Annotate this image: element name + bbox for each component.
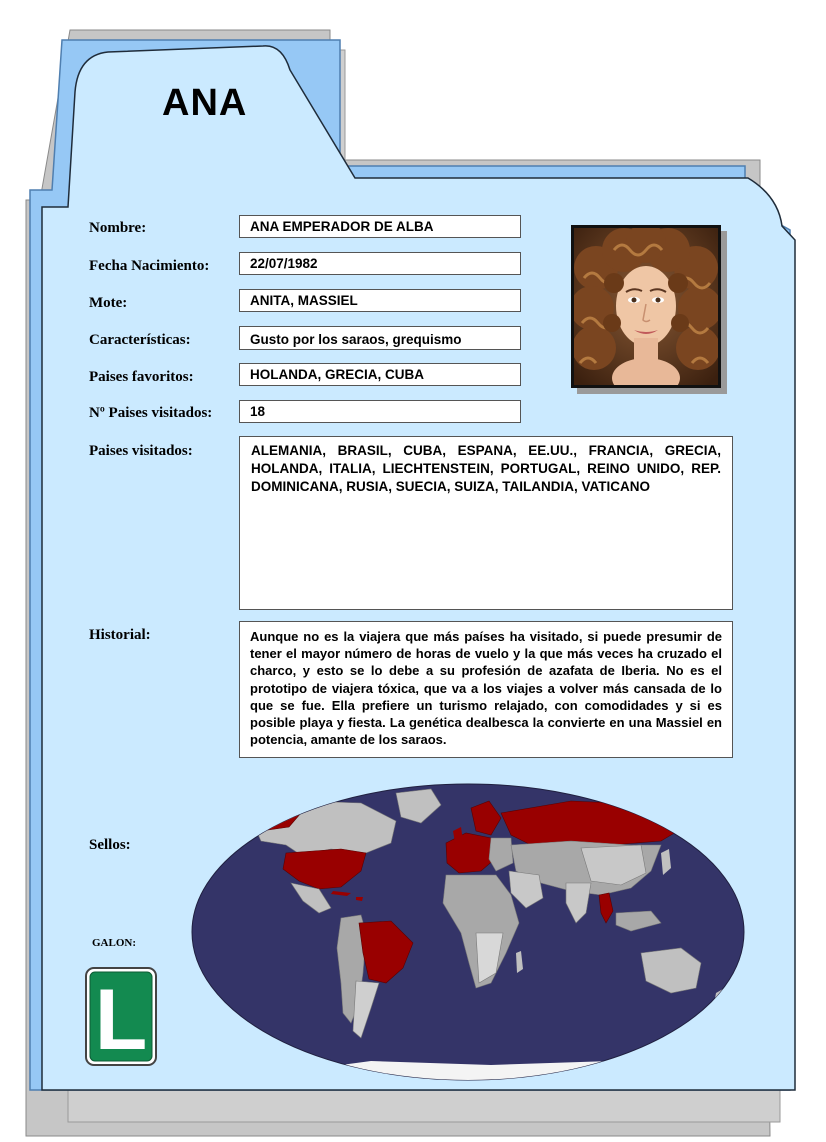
galon-badge-letter: L — [94, 972, 148, 1066]
label-galon: GALON: — [92, 937, 136, 949]
label-nombre: Nombre: — [89, 220, 147, 236]
profile-photo — [571, 225, 721, 388]
nombre-field: ANA EMPERADOR DE ALBA — [239, 215, 521, 238]
label-paises-visitados: Paises visitados: — [89, 443, 193, 459]
historial-field: Aunque no es la viajera que más países ha visitado, si puede presumir de tener el mayor número de horas de vuelo y la que más veces ha cruzado el charco, y esto se lo debe a su profesión de azafata de Iberia. No es el prototipo de viajera tóxica, que va a los viajes a volver más cansada de lo que se fue. Ella prefiere un turismo relajado, con comodidades y si es posible playa y fiesta. La genética dealbesca la convierte en una Massiel en potencia, amante de los saraos. — [239, 621, 733, 758]
label-paises-favoritos: Paises favoritos: — [89, 369, 194, 385]
label-num-paises-visitados: Nº Paises visitados: — [89, 405, 213, 421]
paises-favoritos-field: HOLANDA, GRECIA, CUBA — [239, 363, 521, 386]
label-historial: Historial: — [89, 627, 151, 643]
label-sellos: Sellos: — [89, 837, 131, 853]
label-mote: Mote: — [89, 295, 128, 311]
galon-l-badge — [85, 967, 157, 1066]
paises-visitados-field: ALEMANIA, BRASIL, CUBA, ESPANA, EE.UU., FRANCIA, GRECIA, HOLANDA, ITALIA, LIECHTENSTEIN, PORTUGAL, REINO UNIDO, REP. DOMINICANA, RUSIA, SUECIA, SUIZA, TAILANDIA, VATICANO — [239, 436, 733, 610]
num-paises-visitados-field: 18 — [239, 400, 521, 423]
portrait-image — [574, 228, 718, 385]
card-title: ANA — [162, 82, 248, 124]
label-fecha-nacimiento: Fecha Nacimiento: — [89, 258, 210, 274]
world-map-sellos — [191, 783, 745, 1081]
caracteristicas-field: Gusto por los saraos, grequismo — [239, 326, 521, 350]
fecha-nacimiento-field: 22/07/1982 — [239, 252, 521, 275]
mote-field: ANITA, MASSIEL — [239, 289, 521, 312]
label-caracteristicas: Características: — [89, 332, 191, 348]
